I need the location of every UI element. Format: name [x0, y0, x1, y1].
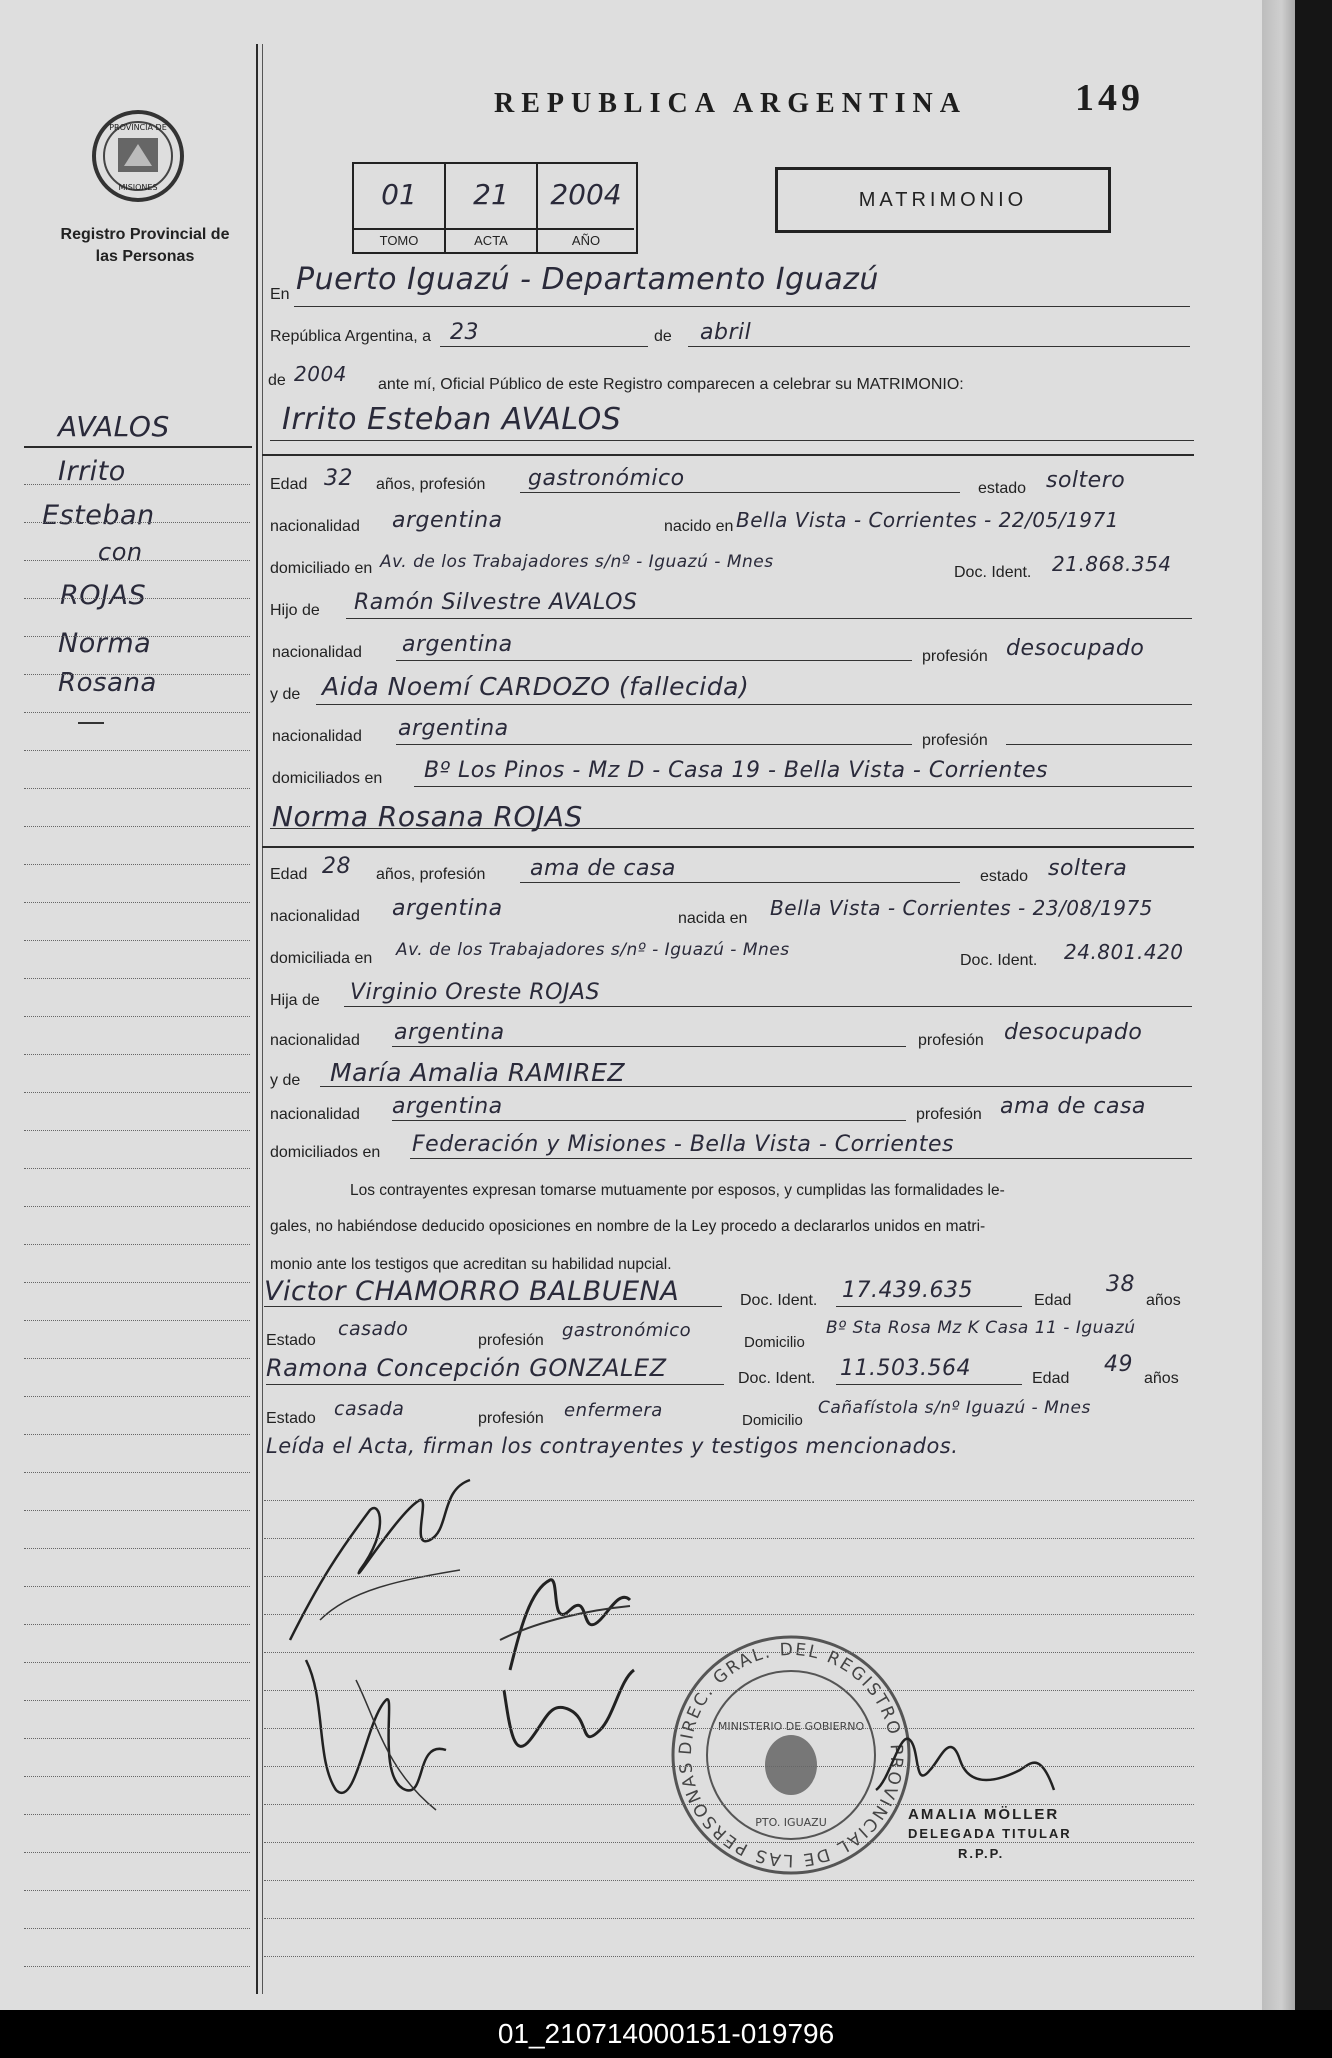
place-line	[294, 306, 1190, 307]
groom-madre-nac-line	[396, 744, 912, 745]
margin-ruled-line	[24, 750, 250, 751]
bride-nacida: Bella Vista - Corrientes - 23/08/1975	[770, 896, 1153, 920]
bride-separator	[262, 846, 1194, 848]
groom-name: Irrito Esteban AVALOS	[282, 402, 622, 437]
margin-ruled-line	[24, 1434, 250, 1435]
register-box	[352, 162, 638, 254]
margin-line-5: Norma	[58, 628, 152, 659]
body-ruled-line	[264, 1918, 1194, 1919]
margin-ruled-line	[24, 522, 250, 523]
acta-value: 21	[473, 178, 509, 211]
bride-nacionalidad: argentina	[392, 896, 503, 921]
margin-line-2: Esteban	[42, 500, 155, 531]
groom-padre-nac: argentina	[402, 632, 513, 657]
witness1-domicilio: Bº Sta Rosa Mz K Casa 11 - Iguazú	[826, 1318, 1136, 1338]
groom-separator	[262, 454, 1194, 456]
intro-place: Puerto Iguazú - Departamento Iguazú	[296, 262, 879, 297]
witness1-dom-label: Domicilio	[744, 1334, 805, 1351]
bride-domicilio: Av. de los Trabajadores s/nº - Iguazú - Mnes	[396, 940, 790, 960]
witness2-name-line	[266, 1384, 724, 1385]
intro-de2-label: de	[268, 372, 286, 389]
margin-ruled-line	[24, 560, 250, 561]
witness2-profesion: enfermera	[564, 1400, 663, 1421]
groom-madre: Aida Noemí CARDOZO (fallecida)	[322, 672, 750, 701]
document-type: MATRIMONIO	[775, 167, 1111, 233]
groom-padre-prof-label: profesión	[922, 648, 988, 665]
margin-ruled-line	[24, 1016, 250, 1017]
margin-line-6: Rosana	[58, 668, 157, 698]
witness1-name-line	[264, 1306, 722, 1307]
margin-ruled-line	[24, 1814, 250, 1815]
stamp-bottom-text: PTO. IGUAZU	[755, 1816, 827, 1829]
bride-estado-label: estado	[980, 868, 1029, 885]
margin-dash	[78, 722, 104, 724]
margin-ruled-line	[24, 1092, 250, 1093]
witness2-estado-label: Estado	[266, 1410, 316, 1427]
margin-line-4: ROJAS	[60, 580, 147, 611]
groom-nacionalidad: argentina	[392, 508, 503, 533]
bride-hija-label: Hija de	[270, 992, 320, 1009]
bride-profesion: ama de casa	[530, 856, 676, 881]
bride-padres-dom: Federación y Misiones - Bella Vista - Corrientes	[412, 1132, 954, 1157]
signature-bride	[296, 1640, 476, 1820]
groom-padre: Ramón Silvestre AVALOS	[354, 590, 638, 615]
groom-prof-line	[520, 492, 960, 493]
witness1-prof-label: profesión	[478, 1332, 544, 1349]
declaration-line-1: Los contrayentes expresan tomarse mutuamente por esposos, y cumplidas las formalidades le-	[350, 1182, 1005, 1199]
witness1-doc: 17.439.635	[842, 1278, 973, 1303]
month-line	[688, 346, 1190, 347]
margin-ruled-line	[24, 598, 250, 599]
seal-top-text: PROVINCIA DE	[109, 123, 167, 132]
officer-signature	[870, 1720, 1060, 1810]
bride-padre-line	[344, 1006, 1192, 1007]
witness1-edad: 38	[1106, 1272, 1135, 1297]
margin-ruled-line	[24, 1206, 250, 1207]
body-ruled-line	[264, 1576, 1194, 1577]
margin-ruled-line	[24, 636, 250, 637]
witness1-edad-label: Edad	[1034, 1292, 1072, 1309]
body-ruled-line	[264, 1766, 1194, 1767]
groom-nacido-label: nacido en	[664, 518, 734, 535]
groom-madre-prof-label: profesión	[922, 732, 988, 749]
witness2-estado: casada	[334, 1398, 405, 1420]
groom-madre-line	[316, 704, 1192, 705]
province-seal	[90, 108, 186, 204]
bride-edad-label: Edad	[270, 866, 308, 883]
margin-ruled-line	[24, 1168, 250, 1169]
groom-estado: soltero	[1046, 468, 1126, 493]
groom-dom-label: domiciliado en	[270, 560, 373, 577]
margin-ruled-line	[24, 484, 250, 485]
bride-anos-label: años, profesión	[376, 866, 486, 883]
scan-filename: 01_210714000151-019796	[0, 2010, 1332, 2058]
margin-ruled-line	[24, 902, 250, 903]
bride-doc: 24.801.420	[1064, 940, 1184, 964]
bride-nac-label: nacionalidad	[270, 908, 360, 925]
witness1-estado: casado	[338, 1318, 409, 1340]
groom-padres-dom-line	[414, 786, 1192, 787]
margin-ruled-line	[24, 1890, 250, 1891]
groom-padres-dom: Bº Los Pinos - Mz D - Casa 19 - Bella Vista - Corrientes	[424, 758, 1048, 783]
groom-domicilio: Av. de los Trabajadores s/nº - Iguazú - Mnes	[380, 552, 774, 572]
acta-label: ACTA	[446, 228, 536, 252]
body-ruled-line	[264, 1614, 1194, 1615]
tomo-value: 01	[381, 178, 417, 211]
margin-ruled-line	[24, 864, 250, 865]
margin-line-3: con	[98, 538, 143, 566]
bride-padre-nac-label: nacionalidad	[270, 1032, 360, 1049]
groom-name-line	[270, 440, 1194, 441]
bride-madre-nac-line	[392, 1120, 906, 1121]
ano-label: AÑO	[538, 228, 634, 252]
body-ruled-line	[264, 1728, 1194, 1729]
groom-anos-label: años, profesión	[376, 476, 486, 493]
intro-de-label: de	[654, 328, 672, 345]
declaration-line-3: monio ante los testigos que acreditan su habilidad nupcial.	[270, 1256, 672, 1273]
margin-ruled-line	[24, 788, 250, 789]
body-ruled-line	[264, 1880, 1194, 1881]
intro-en-label: En	[270, 286, 290, 303]
witness2-name: Ramona Concepción GONZALEZ	[266, 1354, 667, 1382]
bride-madre-prof-label: profesión	[916, 1106, 982, 1123]
groom-madre-nac-label: nacionalidad	[272, 728, 362, 745]
acta-cell	[446, 164, 538, 252]
body-ruled-line	[264, 1690, 1194, 1691]
signature-witness-2	[490, 1660, 640, 1770]
margin-ruled-line	[24, 1586, 250, 1587]
bride-padre-nac-line	[392, 1046, 906, 1047]
margin-ruled-line	[24, 1358, 250, 1359]
margin-ruled-line	[24, 1130, 250, 1131]
body-ruled-line	[264, 1842, 1194, 1843]
groom-edad-label: Edad	[270, 476, 308, 493]
margin-ruled-line	[24, 1776, 250, 1777]
stamp-ring-text: DIREC. GRAL. DEL REGISTRO PROVINCIAL DE LAS PERSONAS	[675, 1639, 907, 1871]
groom-padre-line	[346, 618, 1192, 619]
bride-yde-label: y de	[270, 1072, 301, 1089]
signature-groom	[280, 1470, 480, 1650]
margin-ruled-line	[24, 978, 250, 979]
groom-madre-prof-line	[1006, 744, 1192, 745]
ano-cell	[538, 164, 634, 252]
margin-rule-inner	[262, 44, 263, 1994]
margin-ruled-line	[24, 1282, 250, 1283]
tomo-label: TOMO	[354, 228, 444, 252]
margin-ruled-line	[24, 1700, 250, 1701]
body-ruled-line	[264, 1804, 1194, 1805]
groom-estado-label: estado	[978, 480, 1027, 497]
bride-padres-dom-line	[410, 1158, 1192, 1159]
margin-ruled-line	[24, 1320, 250, 1321]
bride-nacida-label: nacida en	[678, 910, 748, 927]
witness2-doc-line	[836, 1384, 1022, 1385]
groom-hijo-label: Hijo de	[270, 602, 320, 619]
bride-padre-nac: argentina	[394, 1020, 505, 1045]
tomo-cell	[354, 164, 446, 252]
officer-title: DELEGADA TITULAR	[908, 1826, 1072, 1841]
body-ruled-line	[264, 1652, 1194, 1653]
witness2-anos-label: años	[1144, 1370, 1179, 1387]
witness2-domicilio: Cañafístola s/nº Iguazú - Mnes	[818, 1398, 1091, 1418]
witness2-doc-label: Doc. Ident.	[738, 1370, 816, 1387]
body-ruled-line	[264, 1500, 1194, 1501]
groom-padre-nac-label: nacionalidad	[272, 644, 362, 661]
bride-madre-prof: ama de casa	[1000, 1094, 1146, 1119]
margin-ruled-line	[24, 826, 250, 827]
margin-ruled-line	[24, 1662, 250, 1663]
groom-doc-label: Doc. Ident.	[954, 564, 1032, 581]
witness1-doc-line	[836, 1306, 1022, 1307]
body-ruled-line	[264, 1538, 1194, 1539]
intro-year: 2004	[294, 362, 347, 386]
margin-ruled-line	[24, 1054, 250, 1055]
margin-ruled-line	[24, 1396, 250, 1397]
officer-office: R.P.P.	[958, 1846, 1005, 1861]
groom-profesion: gastronómico	[528, 466, 685, 491]
bride-madre-nac: argentina	[392, 1094, 503, 1119]
groom-doc: 21.868.354	[1052, 552, 1172, 576]
bride-madre-line	[320, 1086, 1192, 1087]
margin-ruled-line	[24, 1928, 250, 1929]
witness1-doc-label: Doc. Ident.	[740, 1292, 818, 1309]
margin-ruled-line	[24, 1738, 250, 1739]
witness1-estado-label: Estado	[266, 1332, 316, 1349]
registry-name: Registro Provincial de las Personas	[60, 226, 230, 265]
ano-value: 2004	[550, 178, 622, 211]
witness2-dom-label: Domicilio	[742, 1412, 803, 1429]
bride-madre: María Amalia RAMIREZ	[330, 1058, 626, 1087]
groom-padre-prof: desocupado	[1006, 636, 1145, 661]
stamp-inner-text: MINISTERIO DE GOBIERNO	[717, 1720, 865, 1733]
margin-ruled-line	[24, 1472, 250, 1473]
seal-bottom-text: MISIONES	[118, 183, 158, 192]
groom-nac-label: nacionalidad	[270, 518, 360, 535]
body-ruled-line	[264, 1956, 1194, 1957]
margin-surname: AVALOS	[58, 410, 170, 443]
margin-line-1: Irrito	[58, 456, 126, 487]
margin-ruled-line	[24, 1548, 250, 1549]
groom-nacido: Bella Vista - Corrientes - 22/05/1971	[736, 508, 1119, 532]
intro-month: abril	[700, 320, 752, 345]
closing-line: Leída el Acta, firman los contrayentes y testigos mencionados.	[266, 1434, 959, 1458]
bride-padre: Virginio Oreste ROJAS	[350, 980, 600, 1005]
groom-edad: 32	[324, 466, 353, 491]
scan-edge	[1295, 0, 1332, 2010]
groom-yde-label: y de	[270, 686, 301, 703]
groom-padre-nac-line	[396, 660, 912, 661]
groom-madre-nac: argentina	[398, 716, 509, 741]
margin-ruled-line	[24, 712, 250, 713]
page-number: 149	[1075, 77, 1144, 119]
bride-padres-dom-label: domiciliados en	[270, 1144, 381, 1161]
republica-label: República Argentina, a	[270, 328, 431, 345]
officer-name: AMALIA MÖLLER	[908, 1806, 1060, 1823]
day-line	[440, 346, 648, 347]
bride-estado: soltera	[1048, 856, 1128, 881]
margin-ruled-line	[24, 1510, 250, 1511]
witness2-prof-label: profesión	[478, 1410, 544, 1427]
margin-ruled-line	[24, 1966, 250, 1967]
witness1-anos-label: años	[1146, 1292, 1181, 1309]
groom-padres-dom-label: domiciliados en	[272, 770, 383, 787]
bride-name-line	[270, 828, 1194, 829]
margin-ruled-line	[24, 940, 250, 941]
bride-doc-label: Doc. Ident.	[960, 952, 1038, 969]
witness1-name: Victor CHAMORRO BALBUENA	[264, 1276, 680, 1307]
bride-name: Norma Rosana ROJAS	[272, 800, 583, 833]
bride-dom-label: domiciliada en	[270, 950, 373, 967]
page-title: REPUBLICA ARGENTINA	[494, 88, 967, 119]
witness2-edad-label: Edad	[1032, 1370, 1070, 1387]
bride-padre-prof-label: profesión	[918, 1032, 984, 1049]
bride-prof-line	[520, 882, 960, 883]
margin-rule	[256, 44, 258, 1994]
bride-madre-nac-label: nacionalidad	[270, 1106, 360, 1123]
witness2-doc: 11.503.564	[840, 1356, 971, 1381]
intro-day: 23	[450, 320, 479, 345]
bride-edad: 28	[322, 854, 351, 879]
margin-ruled-line	[24, 1624, 250, 1625]
witness2-edad: 49	[1104, 1352, 1133, 1377]
witness1-profesion: gastronómico	[562, 1320, 692, 1341]
margin-ruled-line	[24, 674, 250, 675]
intro-sentence: ante mí, Oficial Público de este Registro comparecen a celebrar su MATRIMONIO:	[378, 376, 964, 393]
margin-ruled-line	[24, 1244, 250, 1245]
margin-ruled-line	[24, 1852, 250, 1853]
declaration-line-2: gales, no habiéndose deducido oposiciones en nombre de la Ley procedo a declararlos unidos en matri-	[270, 1218, 986, 1235]
margin-separator	[24, 446, 252, 448]
bride-padre-prof: desocupado	[1004, 1020, 1143, 1045]
